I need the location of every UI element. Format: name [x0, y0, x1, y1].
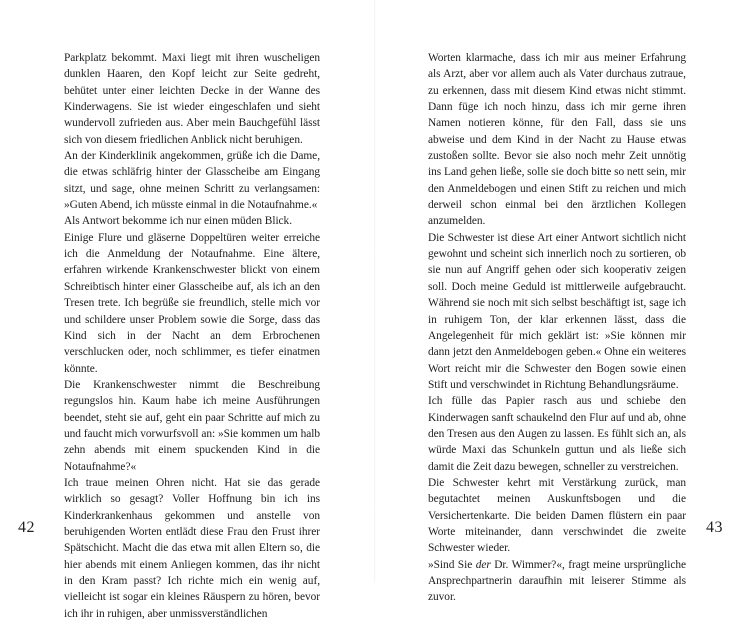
paragraph: Ich traue meinen Ohren nicht. Hat sie das gerade wirklich so gesagt? Voller Hoffnung bin ich ins Kinderkrankenhaus gekommen und anstelle von beruhigenden Worten entlädt diese Frau den Frust ihrer Spätschicht. Macht die das etwa mit allen Eltern so, die hier abends mit einem Anliegen kommen, das ihr nicht in den Kram passt? Ich richte mich ein wenig auf, vielleicht ist sogar ein kleines Räuspern zu hören, bevor ich ihr in ruhigen, aber unmissverständlichen: [64, 476, 320, 620]
paragraph: Die Schwester kehrt mit Verstärkung zurück, man begutachtet meinen Auskunftsbogen und die Versichertenkarte. Die beiden Damen flüstern ein paar Worte miteinander, dann verschwindet die zweite Schwester wieder.: [428, 476, 686, 555]
page-number-left: 42: [18, 519, 35, 536]
emphasis-word: der: [475, 558, 491, 571]
paragraph: Die Schwester ist diese Art einer Antwort sichtlich nicht gewohnt und scheint sich innerlich noch zu sortieren, ob sie nun auf Angriff gehen oder sich kooperativ zeigen soll. Doch meine Geduld ist mittlerweile aufgebraucht. Während sie noch mit sich selbst beschäftigt ist, sage ich in ruhigem Ton, der klar erkennen lässt, dass die Angelegenheit für mich geklärt ist: »Sie können mir dann jetzt den Anmeldebogen geben.« Ohne ein weiteres Wort reicht mir die Schwester den Bogen sowie einen Stift und verschwindet in Richtung Behandlungsräume.: [428, 231, 686, 391]
quote-start: »Sind Sie: [428, 558, 476, 571]
right-page: [375, 0, 750, 604]
left-page-text: [64, 50, 320, 622]
right-page-text: [428, 50, 686, 606]
paragraph: An der Kinderklinik angekommen, grüße ich die Dame, die etwas schläfrig hinter der Glasscheibe am Eingang sitzt, und sage, ohne meinen Schritt zu verlangsamen: »Guten Abend, ich müsste einmal in die Notaufnahme.«: [64, 150, 320, 212]
paragraph: Die Krankenschwester nimmt die Beschreibung regungslos hin. Kaum habe ich meine Ausführungen beendet, steht sie auf, geht ein paar Schritte auf mich zu und faucht mich vorwurfsvoll an: »Sie kommen um halb zehn abends mit einem spuckenden Kind in die Notaufnahme?«: [64, 378, 320, 473]
paragraph-with-emphasis: [428, 557, 686, 606]
paragraph: Ich fülle das Papier rasch aus und schiebe den Kinderwagen sanft schaukelnd den Flur auf und ab, ohne den Tresen aus den Augen zu lassen. Es fühlt sich an, als würde Maxi das Schunkeln guttun und als ließe sich damit die Zeit dazu bewegen, schneller zu verstreichen.: [428, 395, 686, 473]
paragraph: Worten klarmache, dass ich mir aus meiner Erfahrung als Arzt, aber vor allem auch als Vater durchaus zutraue, zu erkennen, dass mit diesem Kind etwas nicht stimmt. Dann füge ich noch hinzu, dass ich mir gerne ihren Namen notieren könne, für den Fall, dass sie uns abweise und dem Kind in der Nacht zu Hause etwas zustoßen sollte. Bevor sie also noch mehr Zeit unnötig ins Land gehen ließe, solle sie doch bitte so nett sein, mir den Anmeldebogen und einen Stift zu reichen und mich derweil schon einmal bei den ärztlichen Kollegen anzumelden.: [428, 52, 686, 228]
paragraph: Als Antwort bekomme ich nur einen müden Blick.: [64, 215, 293, 228]
page-number-right: 43: [706, 519, 723, 536]
quote-end: Dr. Wimmer?«, fragt meine ursprüngliche Ansprechpartnerin daraufhin mit leiserer Stimme als zuvor.: [428, 558, 686, 604]
left-page: [0, 0, 375, 620]
paragraph: Einige Flure und gläserne Doppeltüren weiter erreiche ich die Anmeldung der Notaufnahme. Eine ältere, erfahren wirkende Krankenschwester blickt von einem Schreibtisch hinter einer Glasscheibe auf, als ich an den Tresen trete. Ich begrüße sie freundlich, stelle mich vor und schildere unser Problem sowie die Sorge, dass das Kind sich in der Nacht an dem Erbrochenen verschlucken oder, noch schlimmer, es tiefer einatmen könnte.: [64, 231, 320, 375]
paragraph: Parkplatz bekommt. Maxi liegt mit ihren wuscheligen dunklen Haaren, den Kopf leicht zur Seite gedreht, behütet unter einer leichten Decke in der Wanne des Kinderwagens. Sie ist wieder eingeschlafen und sieht wundervoll zufrieden aus. Aber mein Bauchgefühl lässt sich von diesem friedlichen Anblick nicht beruhigen.: [64, 52, 320, 146]
